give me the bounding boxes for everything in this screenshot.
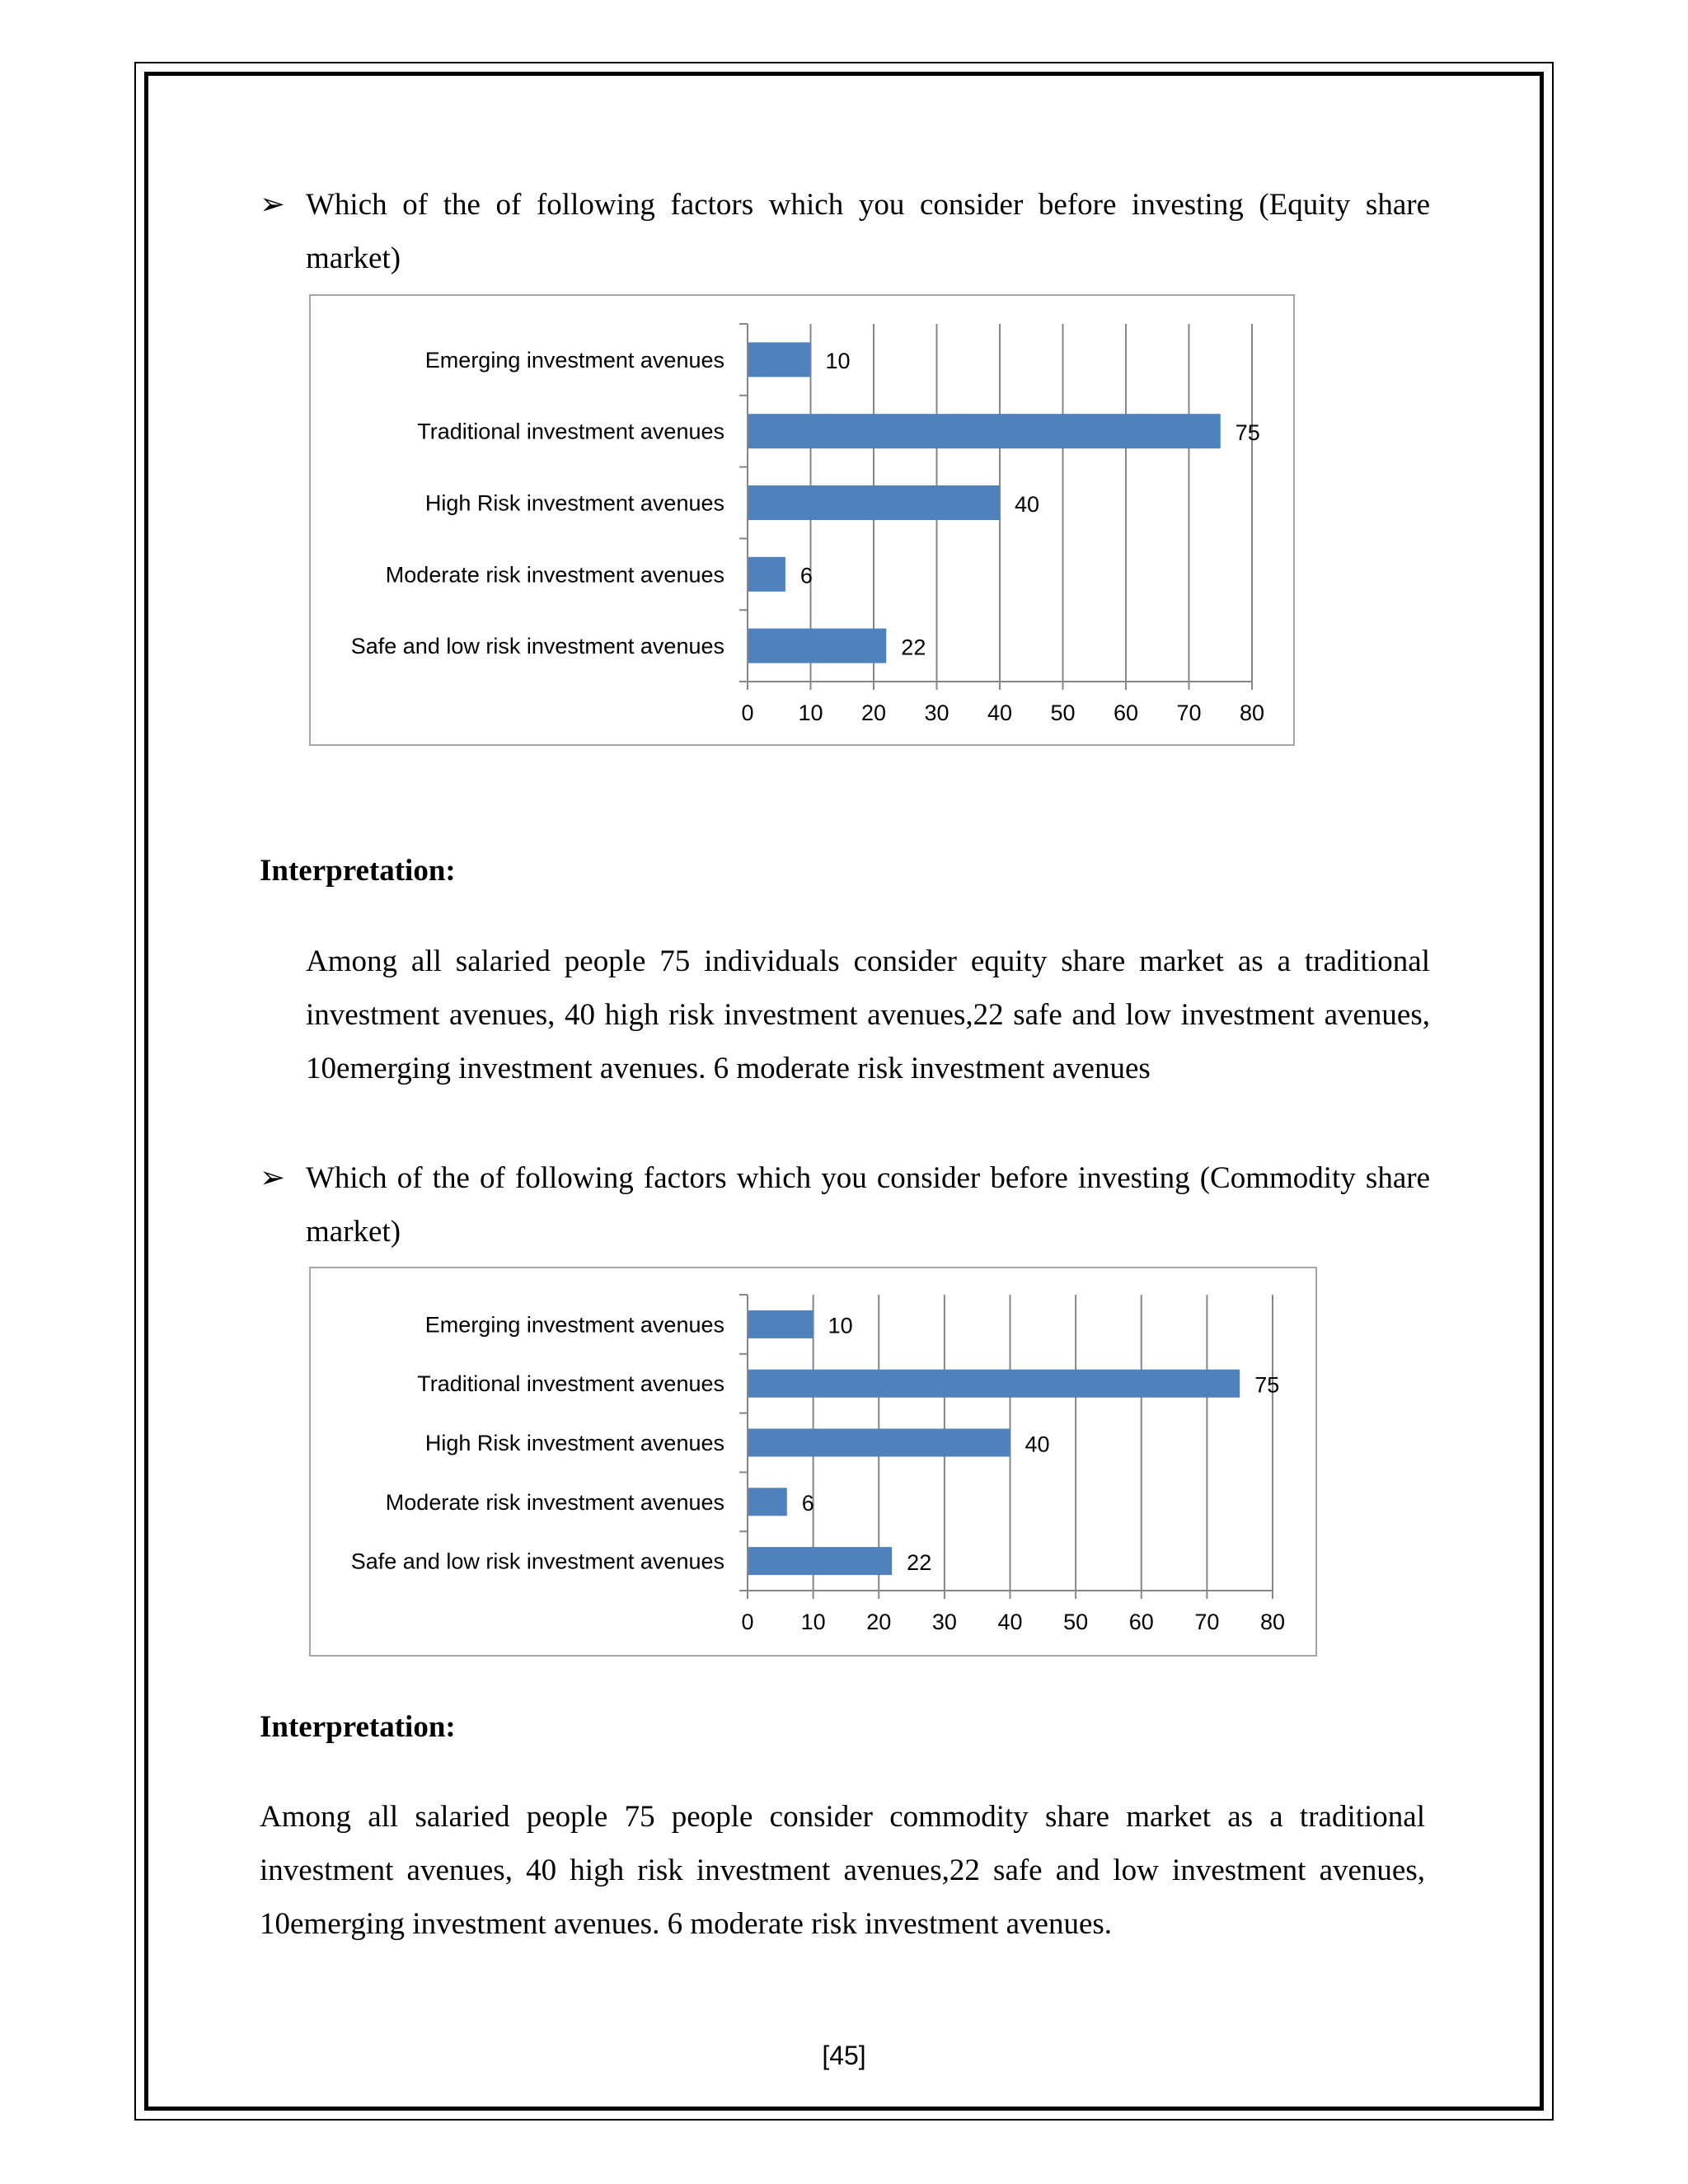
question-2 [260, 1151, 1430, 1258]
question-1-text: Which of the of following factors which you consider before investing (Equity share market) [306, 188, 1430, 275]
x-tick-label: 0 [741, 1610, 754, 1634]
bar [748, 485, 1000, 520]
category-label: Emerging investment avenues [424, 347, 724, 373]
data-label: 22 [907, 1549, 932, 1575]
interpretation-1-text: Among all salaried people 75 individuals consider equity share market as a traditional investment avenues, 40 high risk investment avenues,22 safe and low investment avenues, 10emerging investment avenues. 6 moderate risk investment avenues [306, 944, 1430, 1085]
bar [748, 557, 785, 592]
interpretation-2-text: Among all salaried people 75 people consider commodity share market as a traditional investment avenues, 40 high risk investment avenues,22 safe and low investment avenues, 10emerging investment avenues. 6 moderate risk investment avenues. [260, 1800, 1425, 1941]
category-label: High Risk investment avenues [424, 1430, 724, 1455]
x-tick-label: 10 [798, 701, 823, 725]
data-label: 40 [1025, 1432, 1050, 1457]
x-tick-label: 60 [1128, 1610, 1154, 1634]
data-label: 6 [801, 1491, 814, 1516]
arrow-bullet-icon: ➢ [260, 188, 286, 222]
data-label: 22 [901, 635, 926, 660]
x-tick-label: 40 [997, 1610, 1023, 1634]
x-tick-label: 20 [866, 1610, 892, 1634]
x-tick-label: 70 [1176, 701, 1202, 725]
category-label: Traditional investment avenues [417, 419, 724, 444]
bar [748, 1370, 1240, 1398]
x-tick-label: 40 [987, 701, 1013, 725]
equity-bar-chart-svg [311, 296, 1296, 748]
bar [748, 1547, 892, 1575]
category-label: Emerging investment avenues [424, 1312, 724, 1338]
data-label: 40 [1015, 491, 1040, 517]
x-tick-label: 60 [1113, 701, 1139, 725]
category-label: Safe and low risk investment avenues [350, 1549, 724, 1574]
x-tick-label: 20 [860, 701, 887, 725]
category-label: Moderate risk investment avenues [385, 1489, 724, 1515]
bar [748, 1488, 787, 1516]
data-label: 6 [799, 563, 813, 588]
interpretation-2-heading: Interpretation: [260, 1710, 456, 1744]
x-tick-label: 50 [1050, 701, 1076, 725]
category-label: Moderate risk investment avenues [385, 562, 724, 588]
data-label: 10 [825, 349, 851, 374]
x-tick-label: 50 [1063, 1610, 1089, 1634]
equity-bar-chart [309, 294, 1295, 746]
data-label: 75 [1235, 420, 1260, 445]
page-number: [45] [822, 2041, 866, 2070]
bar [748, 414, 1221, 448]
question-2-text: Which of the of following factors which you consider before investing (Commodity share market) [306, 1161, 1430, 1249]
x-tick-label: 70 [1194, 1610, 1220, 1634]
x-tick-label: 30 [931, 1610, 957, 1634]
category-label: High Risk investment avenues [424, 490, 724, 516]
x-tick-label: 80 [1259, 1610, 1286, 1634]
x-tick-label: 80 [1239, 701, 1265, 725]
bar [748, 1310, 814, 1338]
commodity-bar-chart [309, 1267, 1317, 1657]
bar [748, 629, 886, 663]
x-tick-label: 10 [800, 1610, 826, 1634]
category-label: Traditional investment avenues [417, 1371, 724, 1397]
interpretation-1-heading: Interpretation: [260, 854, 456, 888]
commodity-bar-chart-svg [311, 1268, 1319, 1658]
x-tick-label: 30 [924, 701, 950, 725]
arrow-bullet-icon: ➢ [260, 1161, 286, 1195]
category-label: Safe and low risk investment avenues [350, 634, 724, 659]
data-label: 10 [828, 1313, 853, 1338]
question-1 [260, 178, 1430, 285]
bar [748, 1429, 1010, 1457]
x-tick-label: 0 [741, 701, 754, 725]
bar [748, 342, 811, 377]
data-label: 75 [1254, 1372, 1280, 1398]
